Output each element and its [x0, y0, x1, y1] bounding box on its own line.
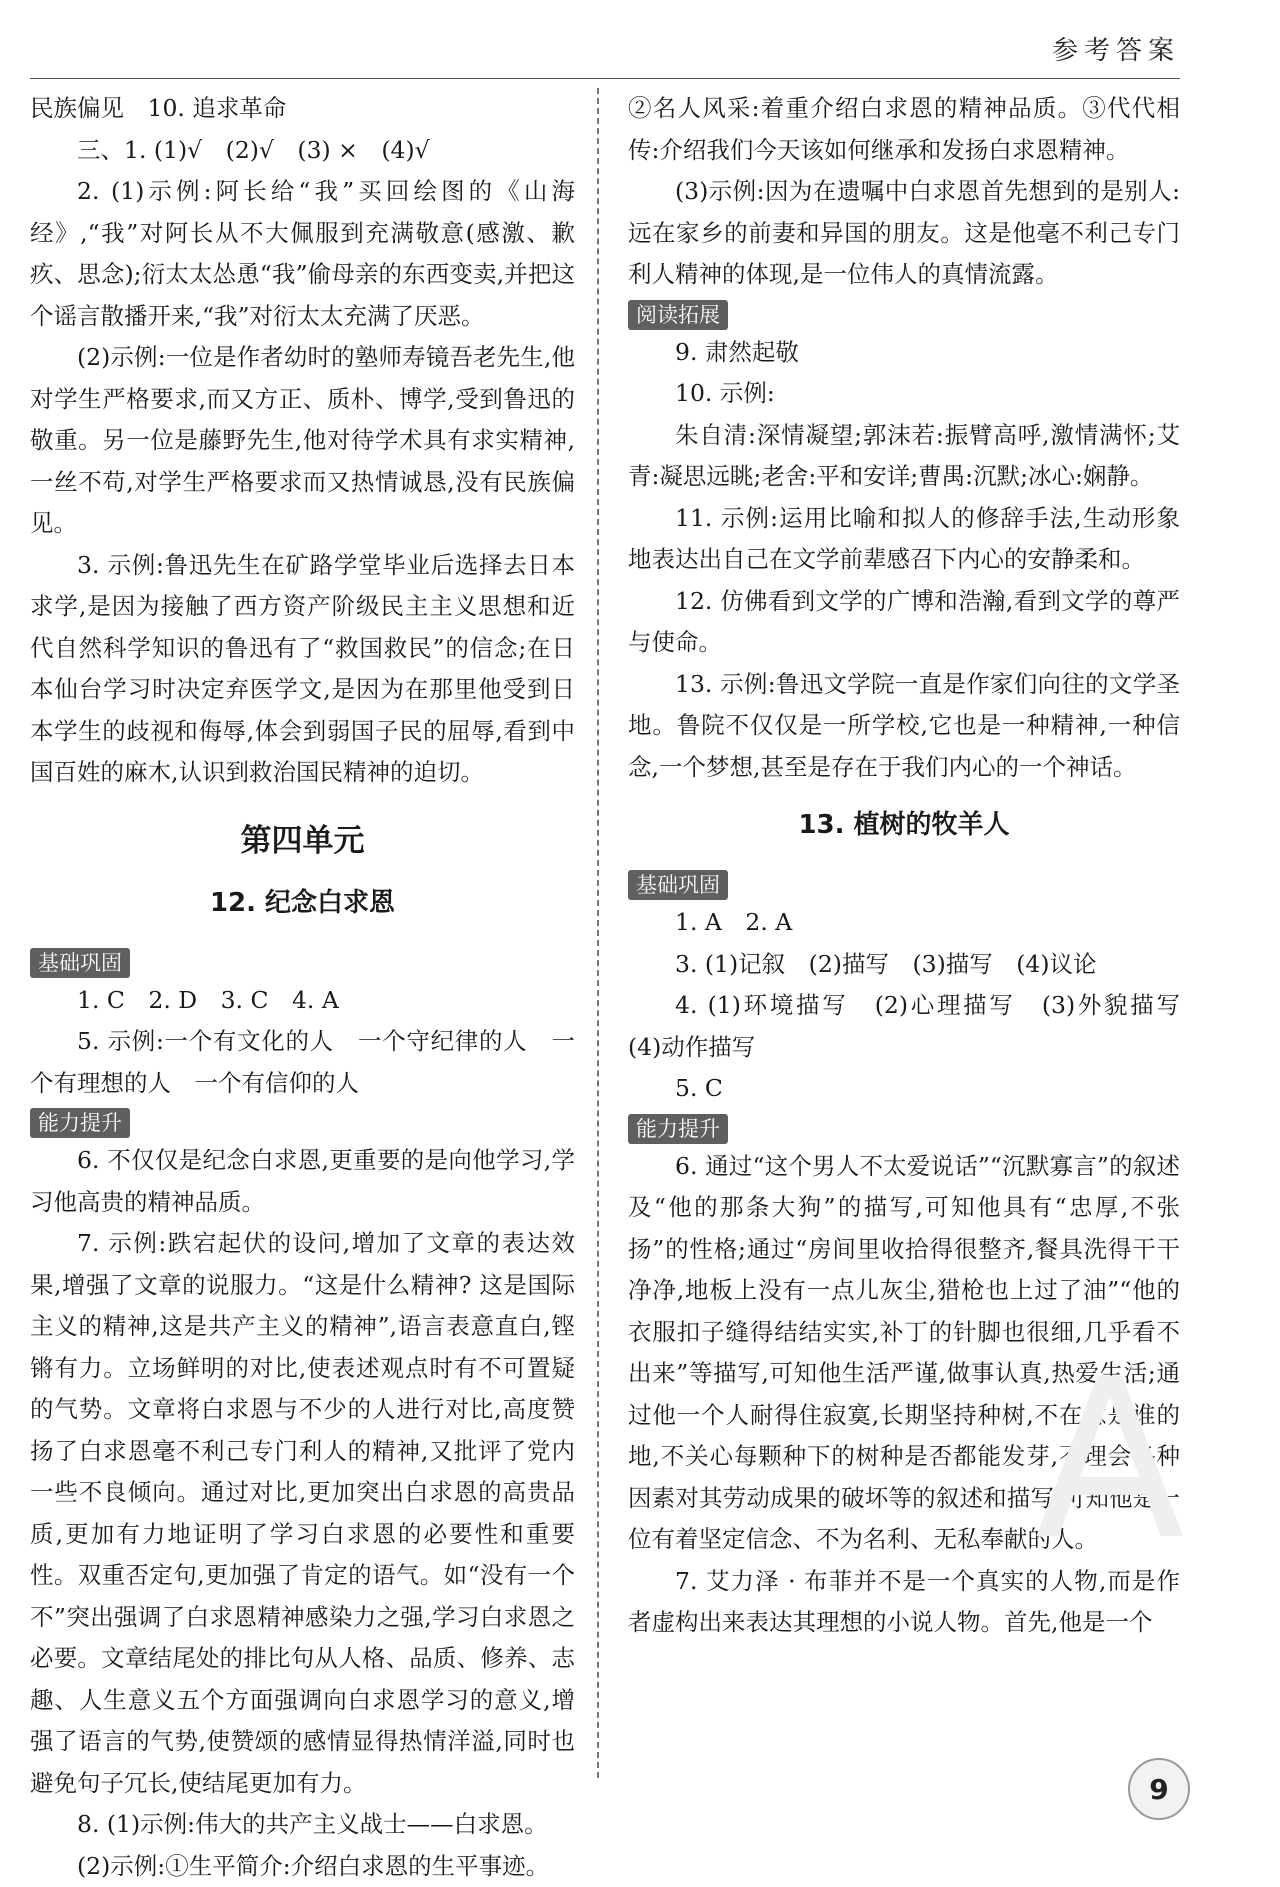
answer-line: 9. 肃然起敬 — [628, 332, 1180, 374]
answer-paragraph: 7. 艾力泽 · 布菲并不是一个真实的人物,而是作者虚构出来表达其理想的小说人物。首先,他是一个 — [628, 1561, 1180, 1644]
left-column — [30, 88, 575, 1887]
section-badge-basic: 基础巩固 — [628, 870, 728, 900]
answer-line: 5. C — [628, 1068, 1180, 1110]
section-badge-ability: 能力提升 — [30, 1108, 130, 1138]
unit-title: 第四单元 — [30, 816, 575, 866]
answer-paragraph: 5. 示例:一个有文化的人 一个守纪律的人 一个有理想的人 一个有信仰的人 — [30, 1021, 575, 1104]
answer-line: 1. C 2. D 3. C 4. A — [30, 980, 575, 1022]
answer-paragraph: 6. 不仅仅是纪念白求恩,更重要的是向他学习,学习他高贵的精神品质。 — [30, 1140, 575, 1223]
answer-paragraph: 7. 示例:跌宕起伏的设问,增加了文章的表达效果,增强了文章的说服力。“这是什么精神? 这是国际主义的精神,这是共产主义的精神”,语言表意直白,铿锵有力。立场鲜明的对比,使表述观点时有不可置疑的气势。文章将白求恩与不少的人进行对比,高度赞扬了白求恩毫不利己专门利人的精神,又批评了党内一些不良倾向。通过对比,更加突出白求恩的高贵品质,更加有力地证明了学习白求恩的必要性和重要性。双重否定句,更加强了肯定的语气。如“没有一个不”突出强调了白求恩精神感染力之强,学习白求恩之必要。文章结尾处的排比句从人格、品质、修养、志趣、人生意义五个方面强调向白求恩学习的意义,增强了语言的气势,使赞颂的感情显得热情洋溢,同时也避免句子冗长,使结尾更加有力。 — [30, 1223, 575, 1804]
decorative-letter-icon: A — [1035, 1350, 1186, 1570]
lesson-title: 12. 纪念白求恩 — [30, 878, 575, 928]
answer-paragraph: 4. (1)环境描写 (2)心理描写 (3)外貌描写 (4)动作描写 — [628, 985, 1180, 1068]
answer-line: 三、1. (1)√ (2)√ (3) × (4)√ — [30, 130, 575, 172]
answer-line: 3. (1)记叙 (2)描写 (3)描写 (4)议论 — [628, 944, 1180, 986]
column-divider — [597, 88, 599, 1778]
header-rule — [30, 78, 1180, 79]
answer-line: (2)示例:①生平简介:介绍白求恩的生平事迹。 — [30, 1846, 575, 1887]
section-badge-reading: 阅读拓展 — [628, 300, 728, 330]
answer-paragraph: 13. 示例:鲁迅文学院一直是作家们向往的文学圣地。鲁院不仅仅是一所学校,它也是一种精神,一种信念,一个梦想,甚至是存在于我们内心的一个神话。 — [628, 664, 1180, 789]
answer-line: 民族偏见 10. 追求革命 — [30, 88, 575, 130]
answer-line: 10. 示例: — [628, 373, 1180, 415]
section-badge-basic: 基础巩固 — [30, 948, 130, 978]
answer-line: 1. A 2. A — [628, 902, 1180, 944]
answer-paragraph: (3)示例:因为在遗嘱中白求恩首先想到的是别人:远在家乡的前妻和异国的朋友。这是他毫不利己专门利人精神的体现,是一位伟人的真情流露。 — [628, 171, 1180, 296]
answer-line: 8. (1)示例:伟大的共产主义战士——白求恩。 — [30, 1804, 575, 1846]
answer-paragraph: (2)示例:一位是作者幼时的塾师寿镜吾老先生,他对学生严格要求,而又方正、质朴、博学,受到鲁迅的敬重。另一位是藤野先生,他对待学术具有求实精神,一丝不苟,对学生严格要求而又热情诚恳,没有民族偏见。 — [30, 337, 575, 545]
answer-paragraph: 3. 示例:鲁迅先生在矿路学堂毕业后选择去日本求学,是因为接触了西方资产阶级民主主义思想和近代自然科学知识的鲁迅有了“救国救民”的信念;在日本仙台学习时决定弃医学文,是因为在那里他受到日本学生的歧视和侮辱,体会到弱国子民的屈辱,看到中国百姓的麻木,认识到救治国民精神的迫切。 — [30, 545, 575, 794]
answer-paragraph: 2. (1)示例:阿长给“我”买回绘图的《山海经》,“我”对阿长从不大佩服到充满敬意(感激、歉疚、思念);衍太太怂恿“我”偷母亲的东西变卖,并把这个谣言散播开来,“我”对衍太太充满了厌恶。 — [30, 171, 575, 337]
answer-paragraph: 11. 示例:运用比喻和拟人的修辞手法,生动形象地表达出自己在文学前辈感召下内心的安静柔和。 — [628, 498, 1180, 581]
answer-paragraph: 朱自清:深情凝望;郭沫若:振臂高呼,激情满怀;艾青:凝思远眺;老舍:平和安详;曹禺:沉默;冰心:娴静。 — [628, 415, 1180, 498]
lesson-title: 13. 植树的牧羊人 — [628, 800, 1180, 850]
page-number-badge: 9 — [1128, 1758, 1190, 1820]
page-header-title: 参考答案 — [1052, 30, 1180, 67]
answer-paragraph: ②名人风采:着重介绍白求恩的精神品质。③代代相传:介绍我们今天该如何继承和发扬白求恩精神。 — [628, 88, 1180, 171]
section-badge-ability: 能力提升 — [628, 1114, 728, 1144]
answer-paragraph: 12. 仿佛看到文学的广博和浩瀚,看到文学的尊严与使命。 — [628, 581, 1180, 664]
answer-paragraph: 6. 通过“这个男人不太爱说话”“沉默寡言”的叙述及“他的那条大狗”的描写,可知他具有“忠厚,不张扬”的性格;通过“房间里收拾得很整齐,餐具洗得干干净净,地板上没有一点儿灰尘,猎枪也上过了油”“他的衣服扣子缝得结结实实,补丁的针脚也很细,几乎看不出来”等描写,可知他生活严谨,做事认真,热爱生活;通过他一个人耐得住寂寞,长期坚持种树,不在意是谁的地,不关心每颗种下的树种是否都能发芽,不理会各种因素对其劳动成果的破坏等的叙述和描写,可知他是一位有着坚定信念、不为名利、无私奉献的人。 — [628, 1146, 1180, 1561]
